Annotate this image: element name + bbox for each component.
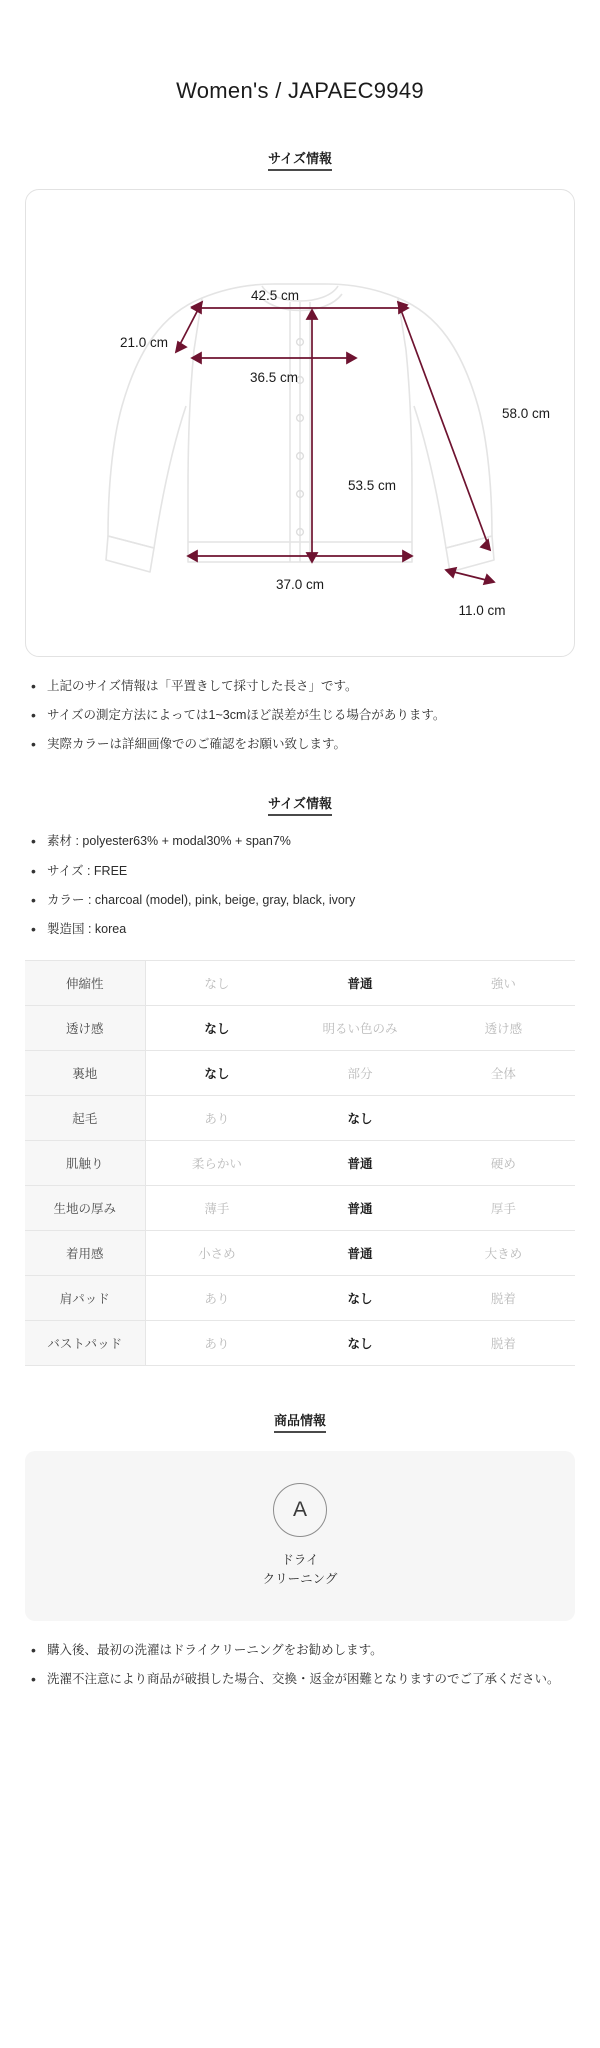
- spec-cell: 厚手: [490, 1201, 516, 1216]
- size-section-heading: [25, 148, 575, 167]
- measure-label-total-length: 53.5 cm: [347, 478, 397, 493]
- care-section-heading-text: 商品情報: [274, 1413, 326, 1433]
- detail-info-list: [25, 832, 575, 938]
- measure-label-sleeve-opening-top: 21.0 cm: [119, 335, 169, 350]
- table-row: [25, 1095, 575, 1140]
- spec-cell: 薄手: [204, 1201, 230, 1216]
- spec-cell: 普通: [347, 976, 373, 991]
- list-item: • 洗濯不注意により商品が破損した場合、交換・返金が困難となりますのでご了承ください。: [25, 1670, 575, 1688]
- product-size-page: [0, 78, 600, 1733]
- detail-section-heading: [25, 793, 575, 812]
- spec-cell: なし: [204, 1021, 230, 1036]
- size-diagram: [25, 189, 575, 657]
- detail-section-heading-text: サイズ情報: [268, 796, 332, 816]
- list-item: • 実際カラーは詳細画像でのご確認をお願い致します。: [25, 735, 575, 753]
- spec-cell: 全体: [490, 1066, 516, 1081]
- list-item: • サイズの測定方法によっては1~3cmほど誤差が生じる場合があります。: [25, 706, 575, 724]
- spec-cell: 脱着: [490, 1291, 516, 1306]
- spec-cell: あり: [204, 1336, 230, 1351]
- list-item: • 素材 : polyester63% + modal30% + span7%: [25, 832, 575, 850]
- spec-row-label: 起毛: [25, 1095, 145, 1140]
- spec-row-label: バストパッド: [25, 1320, 145, 1365]
- table-row: [25, 1005, 575, 1050]
- spec-row-label: 着用感: [25, 1230, 145, 1275]
- measure-label-cuff: 11.0 cm: [458, 603, 506, 618]
- measure-label-chest: 36.5 cm: [249, 370, 299, 385]
- table-row: [25, 1185, 575, 1230]
- list-item: • サイズ : FREE: [25, 862, 575, 880]
- list-item: • 上記のサイズ情報は「平置きして採寸した長さ」です。: [25, 677, 575, 695]
- spec-cell: あり: [204, 1111, 230, 1126]
- list-item: • 購入後、最初の洗濯はドライクリーニングをお勧めします。: [25, 1641, 575, 1659]
- spec-row-label: 裏地: [25, 1050, 145, 1095]
- table-row: [25, 1320, 575, 1365]
- list-item: • カラー : charcoal (model), pink, beige, gray, black, ivory: [25, 891, 575, 909]
- list-item: • 製造国 : korea: [25, 920, 575, 938]
- care-icon-label-line2: クリーニング: [262, 1571, 338, 1586]
- garment-diagram-svg: [26, 190, 574, 656]
- measure-label-hem: 37.0 cm: [275, 577, 325, 592]
- spec-cell: なし: [204, 1066, 230, 1081]
- spec-cell: [432, 1095, 575, 1140]
- table-row: [25, 960, 575, 1005]
- spec-cell: あり: [204, 1291, 230, 1306]
- spec-cell: 普通: [347, 1246, 373, 1261]
- care-section-heading: [25, 1410, 575, 1429]
- spec-cell: 柔らかい: [191, 1156, 242, 1171]
- spec-cell: 透け感: [484, 1021, 523, 1036]
- care-icon-label-line1: ドライ: [281, 1553, 319, 1568]
- dry-clean-icon: [273, 1483, 327, 1537]
- care-notes-list: [25, 1641, 575, 1733]
- spec-cell: 小さめ: [198, 1246, 236, 1261]
- size-notes-list: [25, 677, 575, 753]
- spec-cell: 大きめ: [484, 1246, 523, 1261]
- spec-row-label: 肌触り: [25, 1140, 145, 1185]
- spec-cell: 明るい色のみ: [322, 1021, 398, 1036]
- spec-cell: 脱着: [490, 1336, 516, 1351]
- table-row: [25, 1050, 575, 1095]
- spec-cell: なし: [347, 1291, 373, 1306]
- spec-row-label: 肩パッド: [25, 1275, 145, 1320]
- dry-clean-icon-letter: A: [292, 1498, 307, 1522]
- spec-row-label: 透け感: [25, 1005, 145, 1050]
- table-row: [25, 1140, 575, 1185]
- spec-row-label: 生地の厚み: [25, 1185, 145, 1230]
- table-row: [25, 1275, 575, 1320]
- care-icon-label: [263, 1551, 338, 1589]
- spec-cell: 硬め: [490, 1156, 516, 1171]
- care-instruction-box: [25, 1451, 575, 1621]
- spec-cell: 普通: [347, 1201, 373, 1216]
- measure-label-sleeve-length: 58.0 cm: [501, 406, 551, 421]
- spec-row-label: 伸縮性: [25, 960, 145, 1005]
- spec-cell: なし: [347, 1336, 373, 1351]
- spec-cell: なし: [204, 976, 230, 991]
- page-title: Women's / JAPAEC9949: [176, 78, 424, 103]
- spec-cell: 普通: [347, 1156, 373, 1171]
- size-section-heading-text: サイズ情報: [268, 151, 332, 171]
- table-row: [25, 1230, 575, 1275]
- spec-table: [25, 960, 575, 1366]
- spec-cell: なし: [347, 1111, 373, 1126]
- measure-label-shoulder: 42.5 cm: [250, 288, 300, 303]
- spec-cell: 部分: [347, 1066, 373, 1081]
- spec-cell: 強い: [490, 976, 516, 991]
